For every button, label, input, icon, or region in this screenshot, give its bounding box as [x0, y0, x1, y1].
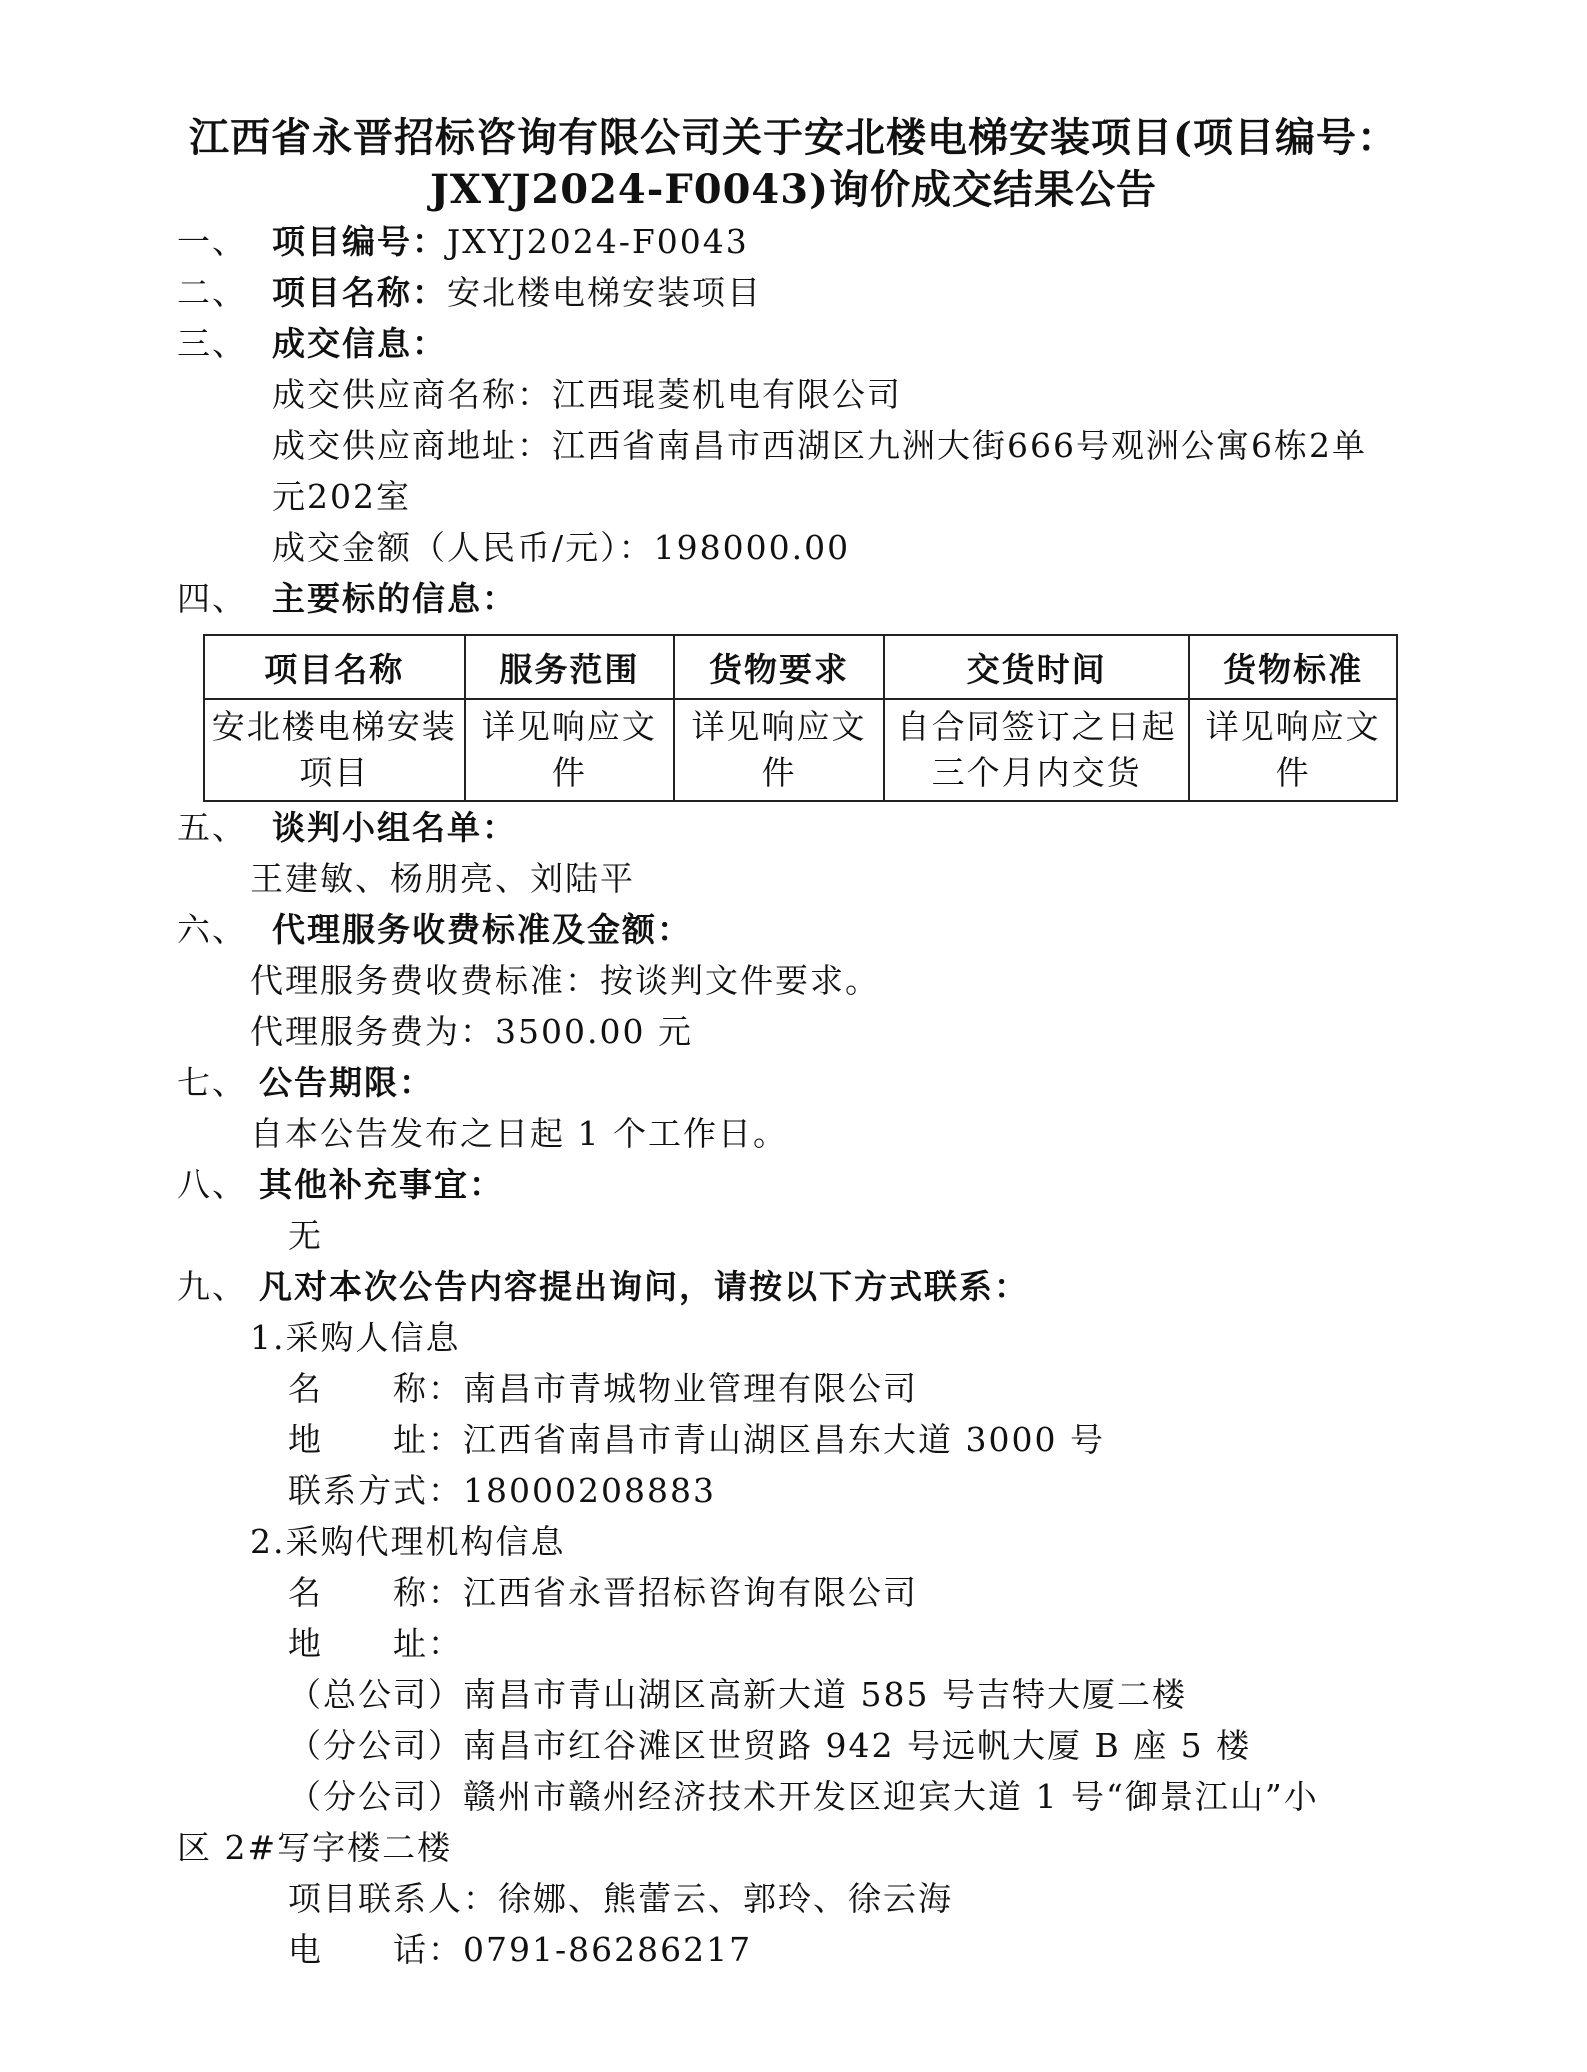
table-cell: 详见响应文件	[674, 699, 884, 801]
table-cell: 安北楼电梯安装项目	[204, 699, 465, 801]
table-row	[204, 699, 1397, 801]
section-label: 谈判小组名单：	[272, 808, 517, 847]
section-number: 六、	[177, 910, 247, 949]
table-header-cell: 服务范围	[465, 635, 675, 699]
table-header-cell: 货物标准	[1189, 635, 1397, 699]
team-members: 王建敏、杨朋亮、刘陆平	[250, 859, 635, 898]
supplier-address-line-2: 元202室	[272, 477, 411, 516]
notice-period-text: 自本公告发布之日起 1 个工作日。	[250, 1114, 788, 1153]
purchaser-name: 名 称：南昌市青城物业管理有限公司	[288, 1369, 918, 1408]
supplier-name: 成交供应商名称：江西琨菱机电有限公司	[272, 375, 902, 414]
section-contact	[177, 1267, 1029, 1307]
section-deal-info	[177, 324, 447, 364]
agency-phone: 电 话：0791-86286217	[288, 1930, 753, 1969]
section-main-subject	[177, 579, 517, 619]
section-project-name	[177, 273, 762, 313]
agency-name: 名 称：江西省永晋招标咨询有限公司	[288, 1573, 918, 1612]
section-number: 二、	[177, 273, 247, 312]
table-header-cell: 货物要求	[674, 635, 884, 699]
section-number: 四、	[177, 579, 247, 618]
section-number: 七、	[177, 1063, 247, 1102]
section-agency-fee	[177, 910, 692, 950]
section-label: 项目编号：	[272, 222, 447, 261]
agency-address-label: 地 址：	[288, 1624, 463, 1663]
section-label: 代理服务收费标准及金额：	[272, 910, 692, 949]
section-number: 五、	[177, 808, 247, 847]
agency-hq-address: （总公司）南昌市青山湖区高新大道 585 号吉特大厦二楼	[288, 1675, 1187, 1714]
project-number-value: JXYJ2024-F0043	[447, 222, 749, 261]
table-cell: 详见响应文件	[465, 699, 675, 801]
table-header-cell: 交货时间	[884, 635, 1189, 699]
section-number: 九、	[177, 1267, 247, 1306]
table-header-row	[204, 635, 1397, 699]
supplier-address-line-1: 成交供应商地址：江西省南昌市西湖区九洲大街666号观洲公寓6栋2单	[272, 426, 1367, 465]
section-number: 一、	[177, 222, 247, 261]
section-other-matters	[177, 1165, 504, 1205]
agency-branch-2-address-line-2: 区 2#写字楼二楼	[177, 1828, 453, 1867]
section-notice-period	[177, 1063, 434, 1103]
section-label: 主要标的信息：	[272, 579, 517, 618]
agency-branch-2-address-line-1: （分公司）赣州市赣州经济技术开发区迎宾大道 1 号“御景江山”小	[288, 1777, 1319, 1816]
section-negotiation-team	[177, 808, 517, 848]
agency-branch-1-address: （分公司）南昌市红谷滩区世贸路 942 号远帆大厦 B 座 5 楼	[288, 1726, 1252, 1765]
section-label: 项目名称：	[272, 273, 447, 312]
purchaser-address: 地 址：江西省南昌市青山湖区昌东大道 3000 号	[288, 1420, 1105, 1459]
document-title	[120, 112, 1467, 216]
project-name-value: 安北楼电梯安装项目	[447, 273, 762, 312]
table-header-cell: 项目名称	[204, 635, 465, 699]
agency-header: 2.采购代理机构信息	[250, 1522, 566, 1561]
title-line-2: JXYJ2024-F0043)询价成交结果公告	[429, 166, 1158, 213]
section-label: 凡对本次公告内容提出询问，请按以下方式联系：	[259, 1267, 1029, 1306]
purchaser-header: 1.采购人信息	[250, 1318, 461, 1357]
project-contacts: 项目联系人：徐娜、熊蕾云、郭玲、徐云海	[288, 1879, 953, 1918]
table-cell: 详见响应文件	[1189, 699, 1397, 801]
section-project-number	[177, 222, 749, 262]
table-cell: 自合同签订之日起三个月内交货	[884, 699, 1189, 801]
purchaser-contact: 联系方式：18000208883	[288, 1471, 716, 1510]
subject-info-table	[203, 634, 1398, 802]
section-label: 公告期限：	[259, 1063, 434, 1102]
section-label: 成交信息：	[272, 324, 447, 363]
other-matters-text: 无	[288, 1216, 323, 1255]
section-number: 三、	[177, 324, 247, 363]
section-number: 八、	[177, 1165, 247, 1204]
title-line-1: 江西省永晋招标咨询有限公司关于安北楼电梯安装项目(项目编号：	[189, 114, 1398, 161]
fee-amount: 代理服务费为：3500.00 元	[250, 1012, 693, 1051]
fee-standard: 代理服务费收费标准：按谈判文件要求。	[250, 961, 880, 1000]
section-label: 其他补充事宜：	[259, 1165, 504, 1204]
deal-amount: 成交金额（人民币/元）：198000.00	[272, 528, 851, 567]
